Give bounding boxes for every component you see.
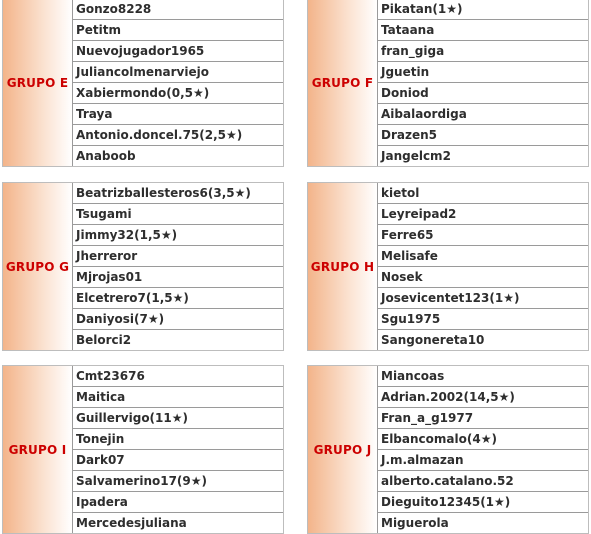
group-g-table bbox=[2, 182, 284, 351]
player-row: Tsugami bbox=[73, 204, 283, 225]
player-list bbox=[378, 0, 588, 166]
group-f-table bbox=[307, 0, 589, 167]
player-row: Ferre65 bbox=[378, 225, 588, 246]
player-row: Salvamerino17(9★) bbox=[73, 471, 283, 492]
player-row: Leyreipad2 bbox=[378, 204, 588, 225]
player-row: Maitica bbox=[73, 387, 283, 408]
group-label: GRUPO J bbox=[313, 442, 372, 457]
player-row: Daniyosi(7★) bbox=[73, 309, 283, 330]
player-row: Jangelcm2 bbox=[381, 149, 451, 163]
group-label-cell bbox=[308, 183, 378, 350]
player-row: fran_giga bbox=[378, 41, 588, 62]
player-row: Dark07 bbox=[73, 450, 283, 471]
player-list bbox=[378, 366, 588, 533]
player-row: Anaboob bbox=[76, 149, 136, 163]
group-label-cell bbox=[308, 366, 378, 533]
player-row: Tonejin bbox=[73, 429, 283, 450]
group-j-table bbox=[307, 365, 589, 534]
player-row: kietol bbox=[378, 183, 588, 204]
player-row: Cmt23676 bbox=[73, 366, 283, 387]
player-row: Dieguito12345(1★) bbox=[378, 492, 588, 513]
player-row: Belorci2 bbox=[76, 333, 132, 347]
player-row: Guillervigo(11★) bbox=[73, 408, 283, 429]
player-row: Adrian.2002(14,5★) bbox=[378, 387, 588, 408]
player-row: Fran_a_g1977 bbox=[378, 408, 588, 429]
player-row: Drazen5 bbox=[378, 125, 588, 146]
player-row: Aibalaordiga bbox=[378, 104, 588, 125]
player-list bbox=[378, 183, 588, 350]
player-list bbox=[73, 0, 283, 166]
player-row: Melisafe bbox=[378, 246, 588, 267]
group-label-cell bbox=[3, 183, 73, 350]
player-row: Sangonereta10 bbox=[381, 333, 485, 347]
player-row: Beatrizballesteros6(3,5★) bbox=[73, 183, 283, 204]
player-row: Mjrojas01 bbox=[73, 267, 283, 288]
player-row: Jguetin bbox=[378, 62, 588, 83]
player-row: Mercedesjuliana bbox=[76, 516, 187, 530]
player-row: Petitm bbox=[73, 20, 283, 41]
group-e-table bbox=[2, 0, 284, 167]
player-row: Josevicentet123(1★) bbox=[378, 288, 588, 309]
player-row: Nosek bbox=[378, 267, 588, 288]
group-h-table bbox=[307, 182, 589, 351]
player-row: Juliancolmenarviejo bbox=[73, 62, 283, 83]
group-label: GRUPO G bbox=[5, 259, 70, 274]
player-list bbox=[73, 183, 283, 350]
player-row: alberto.catalano.52 bbox=[378, 471, 588, 492]
player-row: Miancoas bbox=[378, 366, 588, 387]
player-row: Ipadera bbox=[73, 492, 283, 513]
group-label-cell bbox=[308, 0, 378, 166]
player-row: Antonio.doncel.75(2,5★) bbox=[73, 125, 283, 146]
group-label: GRUPO I bbox=[8, 442, 67, 457]
player-row: Traya bbox=[73, 104, 283, 125]
group-i-table bbox=[2, 365, 284, 534]
group-label: GRUPO H bbox=[310, 259, 375, 274]
player-row: Miguerola bbox=[381, 516, 449, 530]
player-row: Elcetrero7(1,5★) bbox=[73, 288, 283, 309]
player-row: Sgu1975 bbox=[378, 309, 588, 330]
player-row: Pikatan(1★) bbox=[378, 0, 588, 20]
player-row: Xabiermondo(0,5★) bbox=[73, 83, 283, 104]
player-row: Jherreror bbox=[73, 246, 283, 267]
player-row: Nuevojugador1965 bbox=[73, 41, 283, 62]
player-row: Jimmy32(1,5★) bbox=[73, 225, 283, 246]
group-label: GRUPO F bbox=[311, 75, 374, 90]
player-row: Doniod bbox=[378, 83, 588, 104]
player-row: J.m.almazan bbox=[378, 450, 588, 471]
player-row: Tataana bbox=[378, 20, 588, 41]
player-list bbox=[73, 366, 283, 533]
group-label-cell bbox=[3, 366, 73, 533]
player-row: Gonzo8228 bbox=[73, 0, 283, 20]
group-label-cell bbox=[3, 0, 73, 166]
group-label: GRUPO E bbox=[6, 75, 69, 90]
player-row: Elbancomalo(4★) bbox=[378, 429, 588, 450]
